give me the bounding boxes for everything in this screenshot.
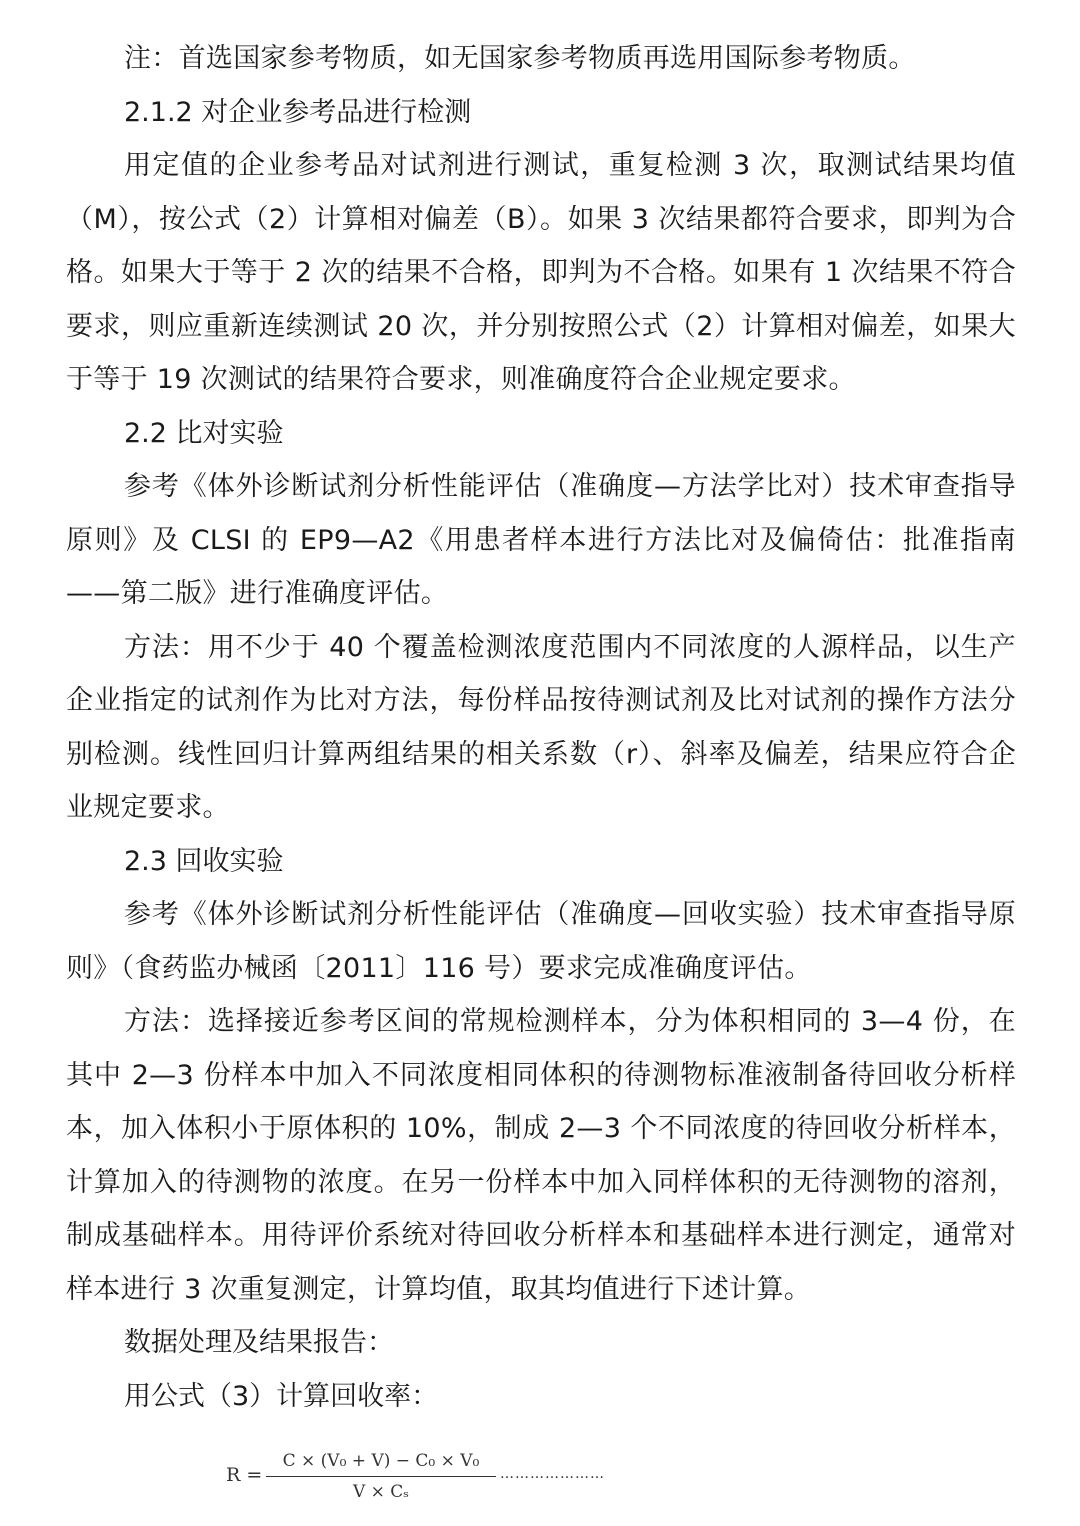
comparison-reference-paragraph: 参考《体外诊断试剂分析性能评估（准确度—方法学比对）技术审查指导原则》及 CLSI 的 EP9—A2《用患者样本进行方法比对及偏倚估：批准指南——第二版》进行准确度评估。 xyxy=(66,471,1016,609)
data-processing-heading: 数据处理及结果报告： xyxy=(124,1327,394,1358)
recovery-method-paragraph: 方法：选择接近参考区间的常规检测样本，分为体积相同的 3—4 份，在其中 2—3 份样本中加入不同浓度相同体积的待测物标准液制备待回收分析样本，加入体积小于原体积的 10%，制成 2—3 个不同浓度的待回收分析样本，计算加入的待测物的浓度。在另一份样本中加入同样体积的无待测物的溶剂，制成基础样本。用待评价系统对待回收分析样本和基础样本进行测定，通常对样本进行 3 次重复测定，计算均值，取其均值进行下述计算。 xyxy=(66,1006,1016,1305)
formula-numerator: C × (V₀ + V) − C₀ × V₀ xyxy=(282,1451,480,1471)
section-heading-2-1-2: 2.1.2 对企业参考品进行检测 xyxy=(124,96,472,128)
formula-leader-dots: ………………… xyxy=(500,1466,605,1482)
note-paragraph: 注：首选国家参考物质，如无国家参考物质再选用国际参考物质。 xyxy=(124,43,916,74)
formula-intro-line: 用公式（3）计算回收率： xyxy=(124,1380,439,1412)
recovery-rate-formula xyxy=(226,1448,626,1510)
formula-denominator: V × Cₛ xyxy=(352,1482,410,1502)
section-heading-2-2: 2.2 比对实验 xyxy=(124,417,284,449)
section-heading-2-3: 2.3 回收实验 xyxy=(124,845,284,877)
recovery-reference-paragraph: 参考《体外诊断试剂分析性能评估（准确度—回收实验）技术审查指导原则》（食药监办械函〔2011〕116 号）要求完成准确度评估。 xyxy=(66,899,1016,984)
formula-lhs: R = xyxy=(226,1464,263,1486)
fraction-bar xyxy=(266,1476,496,1477)
comparison-method-paragraph: 方法：用不少于 40 个覆盖检测浓度范围内不同浓度的人源样品，以生产企业指定的试剂作为比对方法，每份样品按待测试剂及比对试剂的操作方法分别检测。线性回归计算两组结果的相关系数（r）、斜率及偏差，结果应符合企业规定要求。 xyxy=(66,631,1016,823)
document-body xyxy=(66,32,1016,1423)
enterprise-reference-paragraph: 用定值的企业参考品对试剂进行测试，重复检测 3 次，取测试结果均值（M），按公式（2）计算相对偏差（B）。如果 3 次结果都符合要求，即判为合格。如果大于等于 2 次的结果不合格，即判为不合格。如果有 1 次结果不符合要求，则应重新连续测试 20 次，并分别按照公式（2）计算相对偏差，如果大于等于 19 次测试的结果符合要求，则准确度符合企业规定要求。 xyxy=(66,150,1016,395)
formula-fraction xyxy=(266,1448,496,1505)
